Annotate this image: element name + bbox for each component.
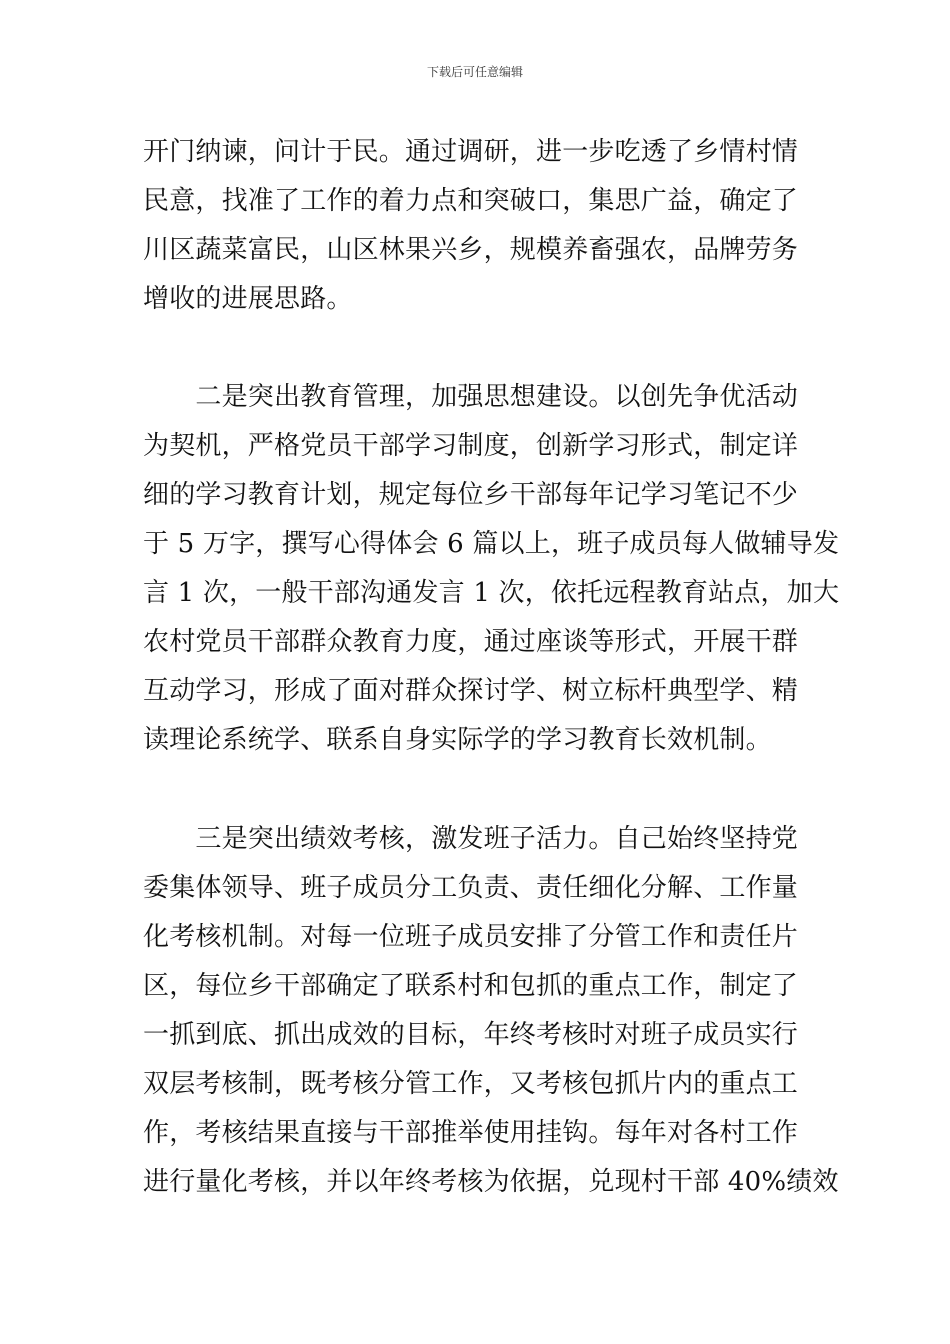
paragraph-line: 言 1 次，一般干部沟通发言 1 次，依托远程教育站点，加大 bbox=[143, 578, 840, 608]
paragraph-line: 二是突出教育管理，加强思想建设。以创先争优活动 bbox=[143, 382, 799, 412]
paragraph-1 bbox=[143, 128, 811, 324]
paragraph-line: 川区蔬菜富民，山区林果兴乡，规模养畜强农，品牌劳务 bbox=[143, 235, 799, 265]
paragraph-line: 委集体领导、班子成员分工负责、责任细化分解、工作量 bbox=[143, 873, 799, 903]
paragraph-line: 农村党员干部群众教育力度，通过座谈等形式，开展干群 bbox=[143, 627, 799, 657]
paragraph-line: 区，每位乡干部确定了联系村和包抓的重点工作，制定了 bbox=[143, 971, 799, 1001]
paragraph-line: 双层考核制，既考核分管工作，又考核包抓片内的重点工 bbox=[143, 1069, 799, 1099]
paragraph-line: 互动学习，形成了面对群众探讨学、树立标杆典型学、精 bbox=[143, 676, 799, 706]
paragraph-line: 一抓到底、抓出成效的目标，年终考核时对班子成员实行 bbox=[143, 1020, 799, 1050]
paragraph-line: 进行量化考核，并以年终考核为依据，兑现村干部 40%绩效 bbox=[143, 1167, 839, 1197]
paragraph-line: 为契机，严格党员干部学习制度，创新学习形式，制定详 bbox=[143, 431, 799, 461]
paragraph-line: 民意，找准了工作的着力点和突破口，集思广益，确定了 bbox=[143, 186, 799, 216]
paragraph-line: 作，考核结果直接与干部推举使用挂钩。每年对各村工作 bbox=[143, 1118, 799, 1148]
paragraph-line: 读理论系统学、联系自身实际学的学习教育长效机制。 bbox=[143, 725, 772, 755]
paragraph-2 bbox=[143, 373, 840, 765]
paragraph-line: 增收的进展思路。 bbox=[143, 284, 353, 314]
paragraph-line: 细的学习教育计划，规定每位乡干部每年记学习笔记不少 bbox=[143, 480, 799, 510]
paragraph-line: 三是突出绩效考核，激发班子活力。自己始终坚持党 bbox=[143, 824, 799, 854]
paragraph-line: 于 5 万字，撰写心得体会 6 篇以上，班子成员每人做辅导发 bbox=[143, 529, 840, 559]
paragraph-line: 开门纳谏，问计于民。通过调研，进一步吃透了乡情村情 bbox=[143, 137, 799, 167]
paragraph-line: 化考核机制。对每一位班子成员安排了分管工作和责任片 bbox=[143, 922, 799, 952]
paragraph-3 bbox=[143, 815, 839, 1207]
page-header: 下载后可任意编辑 bbox=[426, 65, 523, 79]
